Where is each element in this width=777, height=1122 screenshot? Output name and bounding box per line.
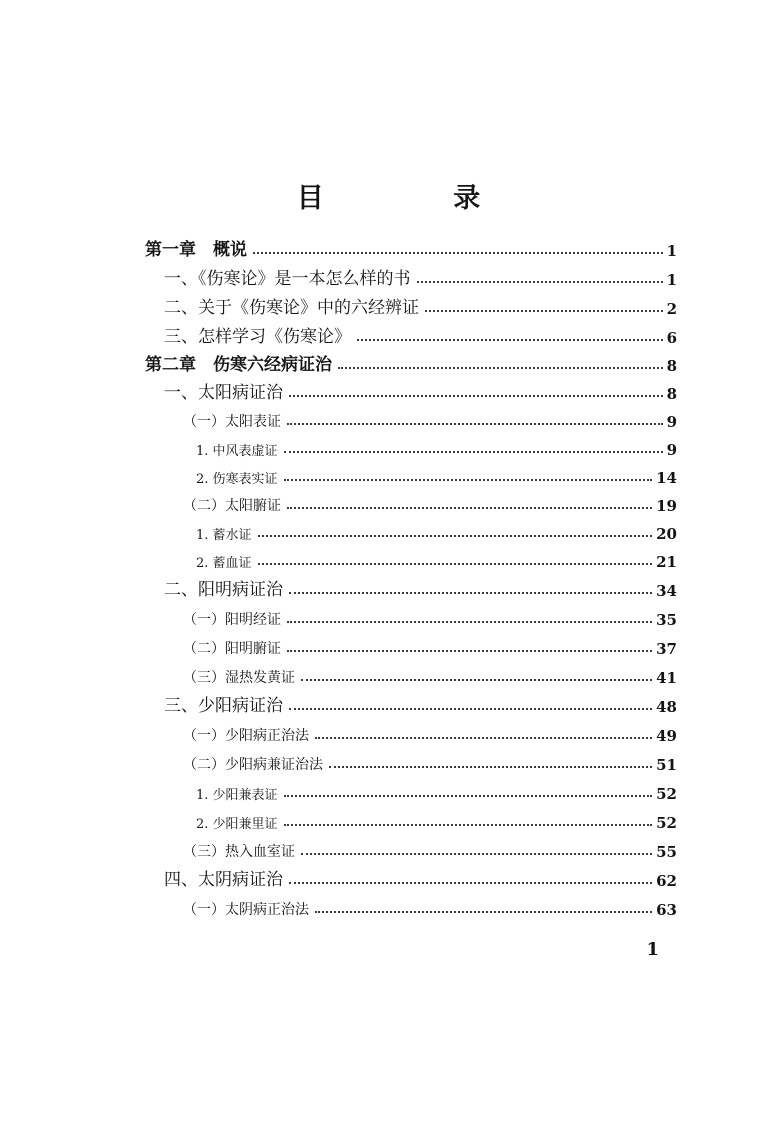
toc-entry-page: 52 — [656, 814, 677, 832]
toc-entry-page: 48 — [656, 698, 677, 716]
toc-entry-page: 1 — [666, 271, 677, 289]
toc-entry — [183, 891, 677, 919]
dot-leader — [253, 251, 663, 254]
dot-leader — [289, 394, 663, 397]
toc-entry-label: 2. 伤寒表实证 — [196, 472, 278, 487]
dot-leader — [284, 450, 663, 453]
toc-entry — [183, 717, 677, 745]
toc-entry-label: 第一章 概说 — [145, 240, 247, 260]
toc-entry-page: 62 — [656, 872, 677, 890]
toc-entry — [183, 630, 677, 658]
toc-entry-page: 51 — [656, 756, 677, 774]
dot-leader — [258, 562, 653, 565]
toc-entry-page: 20 — [656, 525, 677, 543]
dot-leader — [417, 280, 663, 283]
toc-entry — [164, 375, 677, 403]
toc-entry-label: 一、太阳病证治 — [164, 383, 283, 403]
toc-entry-label: 三、少阳病证治 — [164, 696, 283, 716]
toc-entry-label: 二、阳明病证治 — [164, 580, 283, 600]
toc-entry — [164, 862, 677, 890]
toc-entry-page: 2 — [666, 300, 677, 318]
toc-entry-label: 1. 蓄水证 — [196, 528, 252, 543]
dot-leader — [284, 823, 653, 826]
toc-entry — [196, 804, 677, 832]
toc-entry — [183, 601, 677, 629]
toc-entry-page: 55 — [656, 843, 677, 861]
toc-entry — [183, 487, 677, 515]
dot-leader — [315, 910, 652, 913]
toc-entry-label: 1. 中风表虚证 — [196, 444, 278, 459]
toc-entry-label: （三）湿热发黄证 — [183, 670, 295, 686]
toc-entry-page: 21 — [656, 553, 677, 571]
dot-leader — [315, 736, 652, 739]
dot-leader — [287, 620, 652, 623]
toc-entry — [196, 431, 677, 459]
toc-entry — [164, 572, 677, 600]
dot-leader — [357, 338, 663, 341]
dot-leader — [284, 478, 653, 481]
toc-entry — [196, 515, 677, 543]
toc-entry-label: 二、关于《伤寒论》中的六经辨证 — [164, 298, 419, 318]
toc-entry-page: 19 — [656, 497, 677, 515]
toc-entry — [164, 290, 677, 318]
toc-entry — [164, 319, 677, 347]
toc-entry — [196, 775, 677, 803]
dot-leader — [289, 707, 652, 710]
toc-entry-label: 1. 少阳兼表证 — [196, 788, 278, 803]
toc-entry — [183, 746, 677, 774]
dot-leader — [258, 534, 653, 537]
toc-entry-label: 2. 蓄血证 — [196, 556, 252, 571]
toc-entry — [196, 543, 677, 571]
dot-leader — [329, 765, 652, 768]
dot-leader — [338, 366, 663, 369]
toc-entry-label: （一）太阴病正治法 — [183, 902, 309, 918]
toc-entry-chapter-1 — [145, 232, 677, 260]
toc-entry-label: （一）阳明经证 — [183, 612, 281, 628]
toc-entry-page: 9 — [666, 413, 677, 431]
toc-entry — [164, 688, 677, 716]
toc-entry — [183, 833, 677, 861]
toc-entry — [183, 659, 677, 687]
toc-entry-chapter-2 — [145, 347, 677, 375]
toc-entry-page: 34 — [656, 582, 677, 600]
dot-leader — [289, 881, 652, 884]
dot-leader — [287, 649, 652, 652]
toc-entry-page: 9 — [666, 441, 677, 459]
dot-leader — [301, 678, 652, 681]
toc-entry — [183, 403, 677, 431]
dot-leader — [287, 506, 652, 509]
dot-leader — [289, 591, 652, 594]
toc-entry-label: （一）太阳表证 — [183, 414, 281, 430]
toc-entry-page: 1 — [666, 242, 677, 260]
toc-entry-page: 14 — [656, 469, 677, 487]
toc-entry-label: 2. 少阳兼里证 — [196, 817, 278, 832]
toc-entry-page: 49 — [656, 727, 677, 745]
toc-entry-label: 第二章 伤寒六经病证治 — [145, 355, 332, 375]
toc-entry-label: 四、太阴病证治 — [164, 870, 283, 890]
dot-leader — [287, 422, 663, 425]
toc-entry-page: 63 — [656, 901, 677, 919]
toc-entry-label: （三）热入血室证 — [183, 844, 295, 860]
toc-entry-label: 一、《伤寒论》是一本怎么样的书 — [164, 269, 411, 289]
toc-entry-label: 三、怎样学习《伤寒论》 — [164, 327, 351, 347]
toc-entry-page: 8 — [666, 357, 677, 375]
page-title: 目 录 — [296, 183, 541, 215]
toc-entry-page: 41 — [656, 669, 677, 687]
toc-entry-page: 8 — [666, 385, 677, 403]
page-number: 1 — [646, 939, 659, 960]
toc-entry-label: （二）少阳病兼证治法 — [183, 757, 323, 773]
dot-leader — [425, 309, 663, 312]
toc-entry-page: 37 — [656, 640, 677, 658]
toc-entry — [164, 261, 677, 289]
toc-entry — [196, 459, 677, 487]
toc-entry-label: （二）阳明腑证 — [183, 641, 281, 657]
toc-entry-page: 35 — [656, 611, 677, 629]
toc-entry-page: 52 — [656, 785, 677, 803]
toc-entry-label: （一）少阳病正治法 — [183, 728, 309, 744]
dot-leader — [301, 852, 652, 855]
toc-entry-label: （二）太阳腑证 — [183, 498, 281, 514]
dot-leader — [284, 794, 653, 797]
toc-entry-page: 6 — [666, 329, 677, 347]
